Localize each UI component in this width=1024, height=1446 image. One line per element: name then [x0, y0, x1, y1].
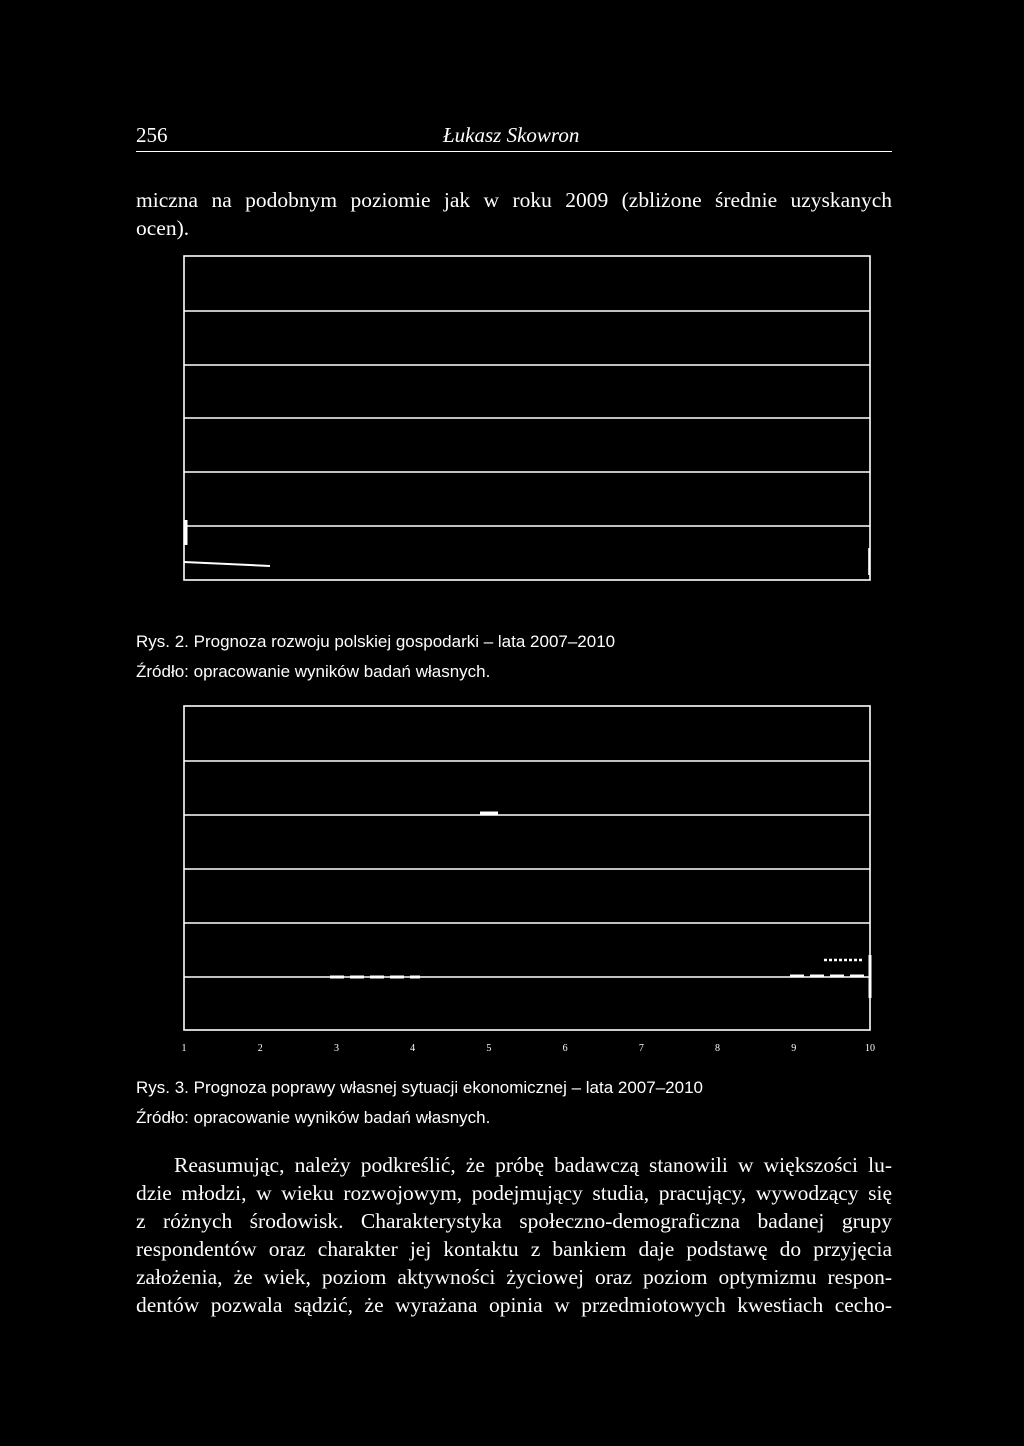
figure2-caption: Rys. 2. Prognoza rozwoju polskiej gospodarki – lata 2007–2010: [136, 632, 616, 651]
x-tick-label: 1: [181, 1043, 187, 1054]
paragraph-line-5: założenia, że wiek, poziom aktywności życiowej oraz poziom optymizmu respon-: [136, 1265, 892, 1289]
x-tick-label: 4: [410, 1043, 416, 1054]
x-tick-label: 2: [257, 1043, 263, 1054]
paragraph-line-4: respondentów oraz charakter jej kontaktu z bankiem daje podstawę do przyjęcia: [136, 1237, 892, 1261]
paragraph-line-6: dentów pozwala sądzić, że wyrażana opinia w przedmiotowych kwestiach cecho-: [136, 1293, 892, 1317]
intro-line-2: ocen).: [136, 216, 190, 240]
paragraph-line-3: z różnych środowisk. Charakterystyka społeczno-demograficzna badanej grupy: [136, 1209, 892, 1233]
running-header-author: Łukasz Skowron: [443, 123, 580, 147]
x-tick-label: 9: [791, 1043, 797, 1054]
x-tick-label: 5: [486, 1043, 492, 1054]
figure3-caption: Rys. 3. Prognoza poprawy własnej sytuacji ekonomicznej – lata 2007–2010: [136, 1078, 703, 1097]
figure3-plot: [184, 706, 870, 1030]
figure2-plot: [184, 256, 870, 580]
figure3-source: Źródło: opracowanie wyników badań własnych.: [136, 1108, 491, 1127]
paragraph-line-1: Reasumując, należy podkreślić, że próbę badawczą stanowili w większości lu-: [174, 1153, 892, 1177]
intro-line-1: miczna na podobnym poziomie jak w roku 2009 (zbliżone średnie uzyskanych: [136, 188, 892, 212]
figure3-x-axis-ticks: [182, 1043, 876, 1054]
x-tick-label: 10: [865, 1043, 875, 1054]
x-tick-label: 7: [638, 1043, 644, 1054]
page-number: 256: [136, 123, 168, 147]
x-tick-label: 8: [715, 1043, 721, 1054]
figure3-frame: [184, 706, 870, 1030]
figure2-series-line: [184, 562, 270, 566]
figure2-source: Źródło: opracowanie wyników badań własnych.: [136, 662, 491, 681]
paragraph-line-2: dzie młodzi, w wieku rozwojowym, podejmujący studia, pracujący, wywodzący się: [136, 1181, 892, 1205]
x-tick-label: 3: [333, 1043, 339, 1054]
x-tick-label: 6: [562, 1043, 568, 1054]
